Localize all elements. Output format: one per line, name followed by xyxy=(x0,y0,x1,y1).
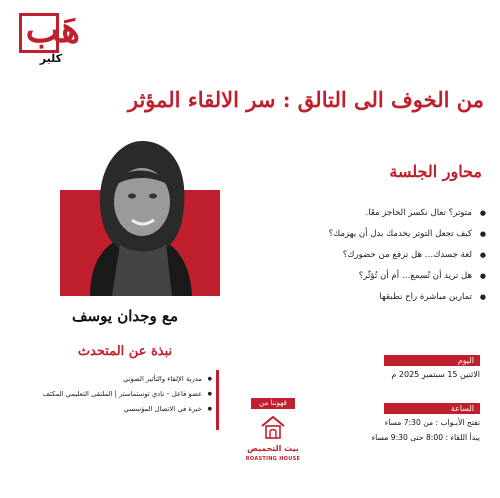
event-date: الاثنين 15 سبتمبر 2025 م xyxy=(391,370,480,379)
bio-item: ● خبرة في الاتصال المؤسسي xyxy=(28,402,212,417)
brand-logo: هَب xyxy=(25,9,80,51)
topic-item: ● تمارين مباشرة راح نطبقها xyxy=(228,287,486,308)
speaker-photo xyxy=(60,136,220,296)
roasting-house-icon xyxy=(258,414,288,440)
topic-item: ● لغة جسدك… هل ترفع من حضورك؟ xyxy=(228,245,486,266)
topic-item: ● متوتر؟ تعال نكسر الحاجز معًا. xyxy=(228,203,486,224)
bio-item: ● عضو فاعل – نادي توستماستر | الملتقى التعليمي المكثف xyxy=(28,387,212,402)
event-title: من الخوف الى التالق : سر الالقاء المؤثر xyxy=(127,87,484,112)
time-label: الساعة xyxy=(384,403,480,414)
doors-open-time: تفتح الأبـواب : من 7:30 مساء xyxy=(384,418,480,427)
topic-item: ● كيف تجعل التوتر يخدمك بدل أن يهزمك؟ xyxy=(228,224,486,245)
topic-item: ● هل تريد أن تُسمع… أم أن تُؤثّر؟ xyxy=(228,266,486,287)
sponsor-name-en: ROASTING HOUSE xyxy=(245,456,301,462)
bio-divider xyxy=(216,370,219,430)
day-label: اليوم xyxy=(384,355,480,366)
speaker-name: مع وجدان يوسف xyxy=(71,307,179,325)
bio-item: ● مدربة الإلقاء والتأثير الصوتي xyxy=(28,372,212,387)
topics-list xyxy=(228,203,486,308)
bio-heading: نبذة عن المتحدث xyxy=(77,344,173,359)
sponsor-name-ar: بيت التحميص xyxy=(247,444,299,453)
sponsor-label: قهوتنا من xyxy=(251,398,295,409)
topics-heading: محاور الجلسة xyxy=(389,162,482,181)
bio-list xyxy=(28,372,212,417)
brand-logo-subtitle: كلير xyxy=(39,52,62,65)
start-time: يبدأ اللقاء : 8:00 حتى 9:30 مساء xyxy=(371,433,480,442)
